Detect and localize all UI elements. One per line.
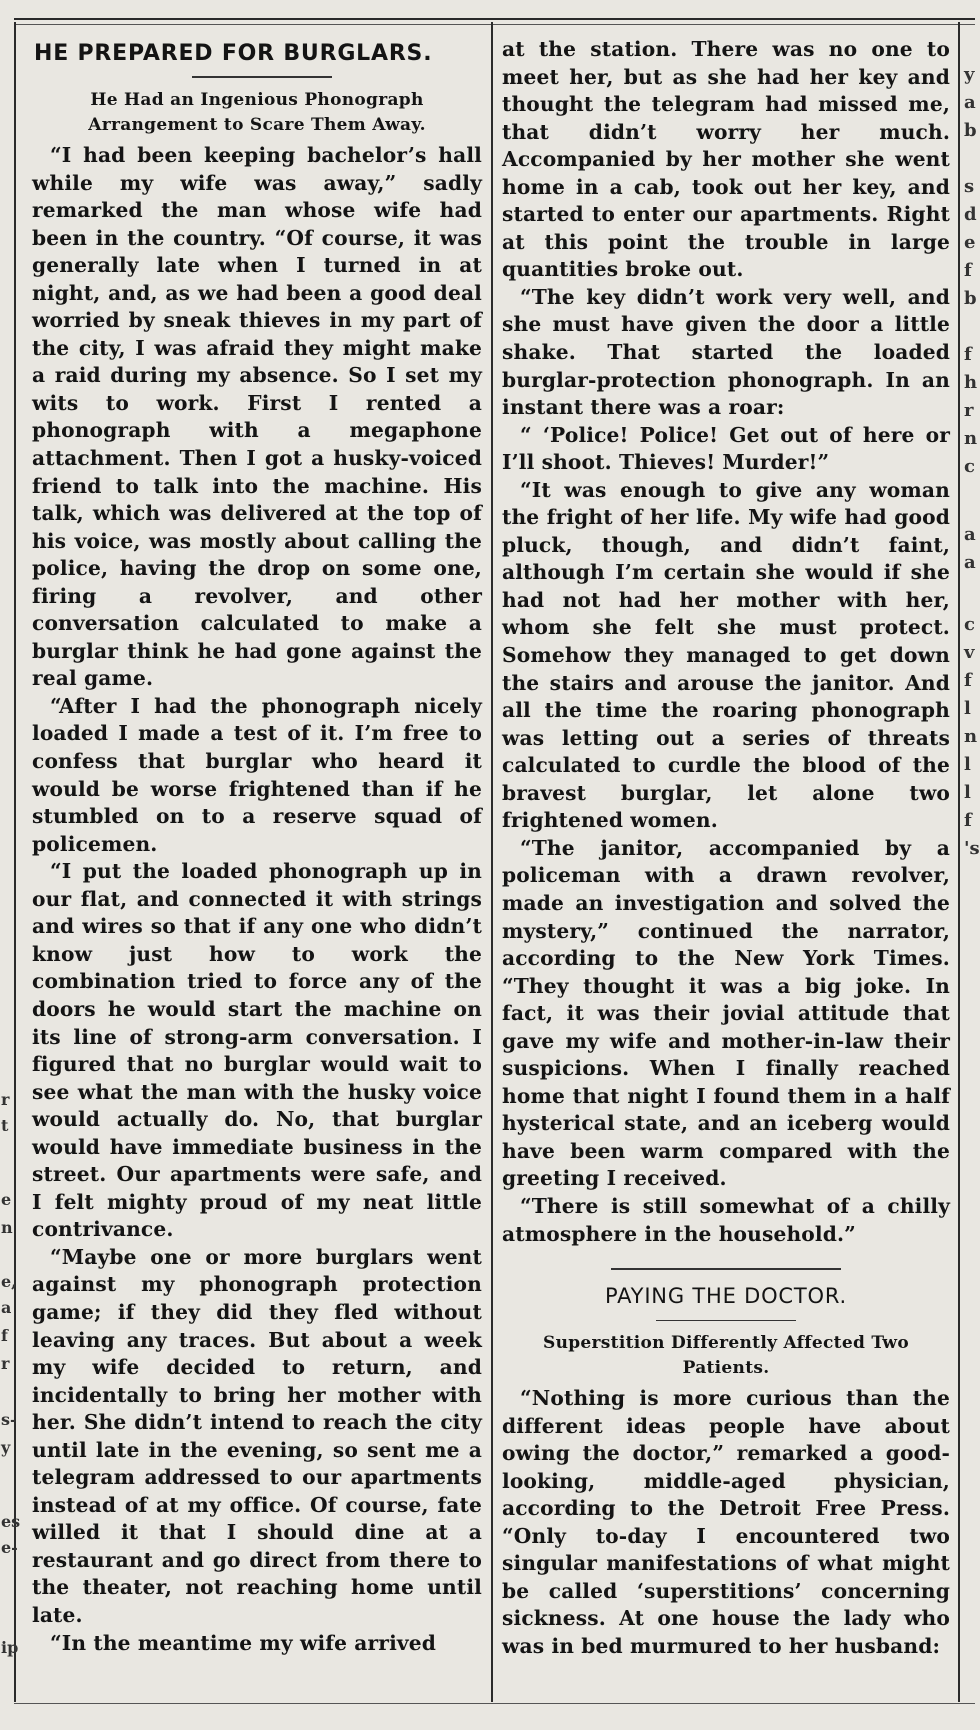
edge-fragment: f [964,344,972,365]
edge-fragment: f [964,670,972,691]
edge-fragment: d [964,204,977,225]
edge-fragment: f [964,810,972,831]
edge-fragment: n [1,1218,13,1237]
edge-fragment: b [964,288,977,309]
column-1 [20,36,486,1657]
edge-fragment: r [964,400,974,421]
headline-rule [656,1320,796,1321]
paragraph: “There is still somewhat of a chilly atmosphere in the household.” [502,1193,950,1246]
edge-fragment: l [964,698,971,719]
paragraph: “I put the loaded phonograph up in our flat, and connected it with strings and wires so that if any one who didn’t know just how to work the combination tried to force any of the doors he would start the machine on its line of strong-arm conversation. I figured that no burglar would wait to see what the man with the husky voice would actually do. No, that burglar would have immediate business in the street. Our apartments were safe, and I felt mighty proud of my neat little contrivance. [32,859,482,1242]
edge-fragment: b [964,120,977,141]
edge-fragment: s [964,176,975,197]
paragraph: “After I had the phonograph nicely loaded I made a test of it. I’m free to confess that burglar who heard it would be worse frightened than if he stumbled on to a reserve squad of policemen. [32,693,482,856]
paragraph: “The key didn’t work very well, and she must have given the door a little shake. That started the loaded burglar-protection phonograph. In an instant there was a roar: [502,284,950,420]
edge-fragment: a [964,92,976,113]
edge-fragment: c [964,614,975,635]
edge-fragment: t [1,1116,9,1135]
paragraph: “Maybe one or more burglars went against my phonograph protection game; if they did they fled without leaving any traces. But about a week my wife decided to return, and incidentally to bring her mother with her. She didn’t intend to reach the city until late in the evening, so sent me a telegram addressed to our apartments instead of at my office. Of course, fate willed it that I should dine at a restaurant and go direct from there to the theater, not reaching home until late. [32,1244,482,1627]
paragraph: “It was enough to give any woman the fright of her life. My wife had good pluck, though, and didn’t faint, although I’m certain she would if she had not had her mother with her, whom she felt she must protect. Somehow they managed to get down the stairs and arouse the janitor. And all the time the roaring phonograph was letting out a series of threats calculated to curdle the blood of the bravest burglar, let alone two frightened women. [502,477,950,833]
edge-fragment: a [964,524,976,545]
edge-fragment: es [1,1512,21,1531]
top-rule-thin [14,24,975,25]
column-rule-left [14,22,16,1702]
paragraph: “The janitor, accompanied by a policeman with a drawn revolver, made an investigation and solved the mystery,” continued the narrator, according to the New York Times. “They thought it was a big joke. In fact, it was their jovial attitude that gave my wife and mother-in-law their suspicions. When I finally reached home that night I found them in a half hysterical state, and an iceberg would have been warm compared with the greeting I received. [502,835,950,1191]
edge-fragment: h [964,372,978,393]
column-rule-right [958,22,960,1702]
paragraph: “I had been keeping bachelor’s hall while my wife was away,” sadly remarked the man whose wife had been in the country. “Of course, it was generally late when I turned in at night, and, as we had been a good deal worried by sneak thieves in my part of the city, I was afraid they might make a raid during my absence. So I set my wits to work. First I rented a phonograph with a megaphone attachment. Then I got a husky-voiced friend to talk into the machine. His talk, which was delivered at the top of his voice, was mostly about calling the police, having the drop on some one, firing a revolver, and other conversation calculated to make a burglar think he had gone against the real game. [32,143,482,691]
edge-fragment: l [964,782,971,803]
top-rule [14,18,975,20]
edge-fragment: c [964,456,975,477]
column-rule-middle [491,22,493,1702]
edge-fragment: 's [964,838,980,859]
edge-fragment: y [964,64,975,85]
edge-fragment: f [964,260,972,281]
edge-fragment: r [1,1354,10,1373]
edge-fragment: l [964,754,971,775]
edge-fragment: r [1,1090,10,1109]
edge-fragment: a [1,1298,12,1317]
edge-fragment: f [1,1326,8,1345]
bottom-rule [14,1703,975,1704]
column-2 [494,36,956,1661]
edge-fragment: ip [1,1638,19,1657]
edge-fragment: y [1,1438,11,1457]
edge-fragment: e- [1,1538,18,1557]
edge-fragment: e [964,232,976,253]
left-edge-fragments [0,80,21,1670]
edge-fragment: e [1,1190,12,1209]
edge-fragment: s- [1,1410,17,1429]
article-subhead: He Had an Ingenious Phonograph Arrangement to Scare Them Away. [88,90,426,135]
paragraph: “In the meantime my wife arrived [50,1630,437,1655]
paragraph: at the station. There was no one to meet her, but as she had her key and thought the telegram had missed me, that didn’t worry her much. Accompanied by her mother she went home in a cab, took out her key, and started to enter our apartments. Right at this point the trouble in large quantities broke out. [502,37,950,282]
article-headline: HE PREPARED FOR BURGLARS. [34,41,433,66]
edge-fragment: a [964,552,976,573]
edge-fragment: e, [1,1272,17,1291]
paragraph: “ ‘Police! Police! Get out of here or I’ll shoot. Thieves! Murder!” [502,422,950,475]
article-headline: PAYING THE DOCTOR. [605,1284,847,1309]
edge-fragment: v [964,642,975,663]
paragraph: “Nothing is more curious than the different ideas people have about owing the doctor,” remarked a good-looking, middle-aged physician, according to the Detroit Free Press. “Only to-day I encountered two singular manifestations of what might be called ‘superstitions’ concerning sickness. At one house the lady who was in bed murmured to her husband: [502,1386,950,1658]
article-separator-rule [611,1268,841,1270]
edge-fragment: n [964,726,978,747]
headline-rule [192,76,332,78]
article-subhead: Superstition Differently Affected Two Patients. [543,1333,909,1379]
edge-fragment: n [964,428,978,449]
